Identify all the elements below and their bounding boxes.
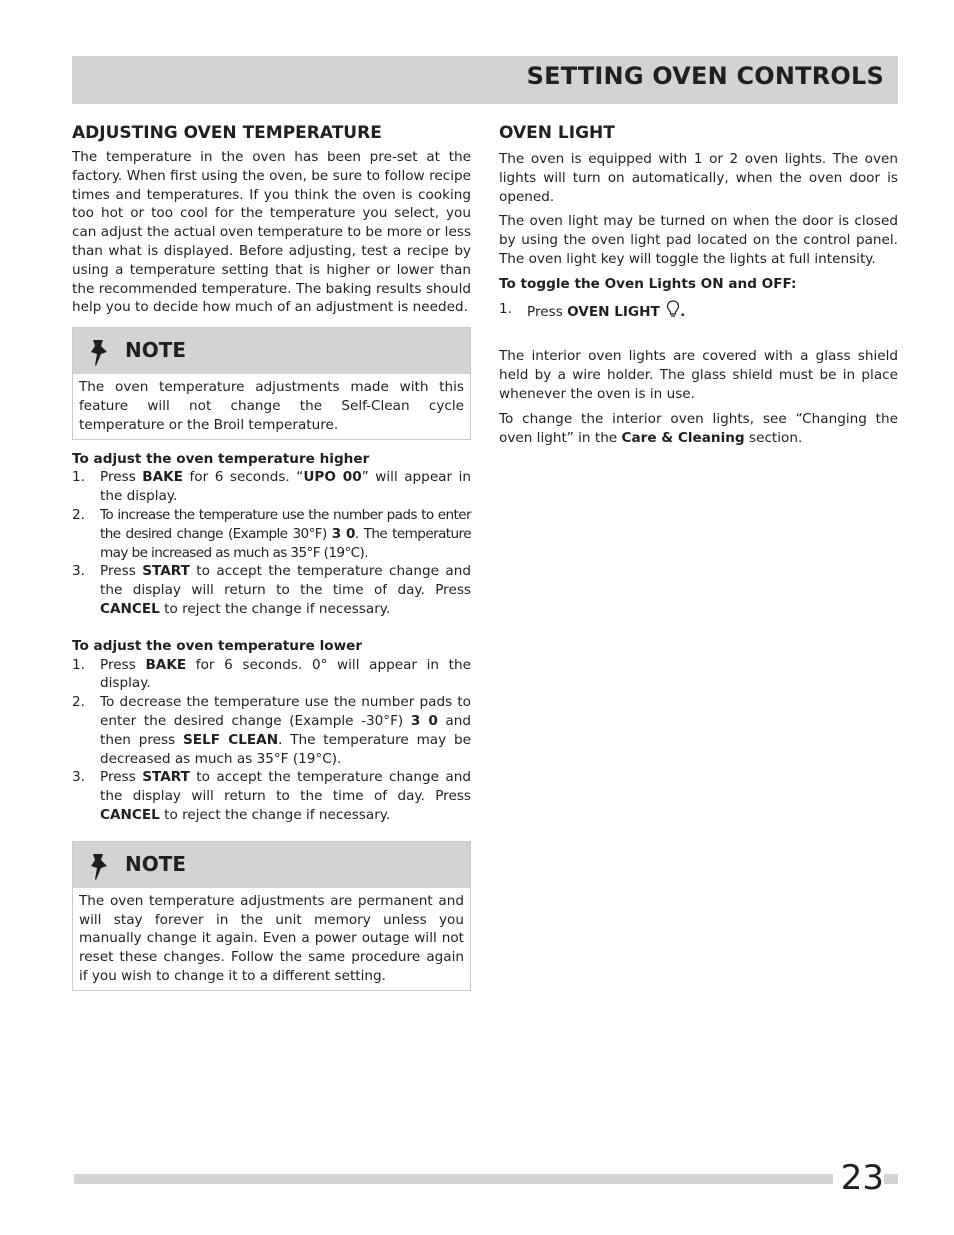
pushpin-icon [87,852,113,882]
note-title: NOTE [125,338,187,363]
section-heading-oven-light: OVEN LIGHT [499,123,615,143]
oven-light-p2: The oven light may be turned on when the door is closed by using the oven light pad located on the control panel. The oven light key will toggle the lights at full intensity. [499,213,898,267]
list-item: 3. Press START to accept the temperature change and the display will return to the time of day. Press CANCEL to reject the change if necessary. [72,769,471,823]
note-body: The oven temperature adjustments made with this feature will not change the Self-Clean cycle temperature or the Broil temperature. [79,379,464,433]
footer-bar [74,1174,898,1184]
oven-light-p4: To change the interior oven lights, see “Changing the oven light” in the Care & Cleaning section. [499,410,898,446]
list-item: 2. To decrease the temperature use the number pads to enter the desired change (Example -30°F) 3 0 and then press SELF CLEAN. The temperature may be decreased as much as 35°F (19°C). [72,694,471,767]
toggle-heading: To toggle the Oven Lights ON and OFF: [499,275,797,292]
list-item: 1. Press BAKE for 6 seconds. 0° will appear in the display. [72,656,471,692]
note-title: NOTE [125,851,187,876]
page-number: 23 [833,1158,884,1198]
right-column [499,122,898,447]
oven-light-p1: The oven is equipped with 1 or 2 oven lights. The oven lights will turn on automatically, when the oven door is opened. [499,151,898,205]
list-item: 1. Press BAKE for 6 seconds. “UPO 00” will appear in the display. [72,469,471,505]
header-bar [72,56,898,104]
lower-heading: To adjust the oven temperature lower [72,637,363,654]
list-item: 1. Press OVEN LIGHT . [499,300,686,320]
list-item: 3. Press START to accept the temperature change and the display will return to the time of day. Press CANCEL to reject the change if necessary. [72,563,471,617]
section-heading-temperature: ADJUSTING OVEN TEMPERATURE [72,123,382,143]
oven-light-p3: The interior oven lights are covered with a glass shield held by a wire holder. The glass shield must be in place whenever the oven is in use. [499,348,898,402]
light-bulb-icon [666,300,680,318]
pushpin-icon [87,338,113,368]
temperature-intro: The temperature in the oven has been pre-set at the factory. When first using the oven, be sure to follow recipe times and temperatures. If you think the oven is cooking too hot or too cool for the temperature you select, you can adjust the actual oven temperature to be more or less than what is displayed. Before adjusting, test a recipe by using a temperature setting that is higher or lower than the recommended temperature. The baking results should help you to decide how much of an adjustment is needed. [72,149,471,316]
list-item: 2. To increase the temperature use the number pads to enter the desired change (Example 30°F) 3 0. The temperature may be increased as much as 35°F (19°C). [72,506,471,561]
left-column [72,122,471,991]
lower-steps [72,656,471,825]
note-body: The oven temperature adjustments are permanent and will stay forever in the unit memory unless you manually change it again. Even a power outage will not reset these changes. Follow the same procedure again if you wish to change it to a different setting. [79,892,464,984]
note-box-2 [72,841,471,991]
higher-heading: To adjust the oven temperature higher [72,450,370,467]
toggle-steps [499,300,898,322]
note-header [73,328,470,374]
page-title: SETTING OVEN CONTROLS [526,62,884,90]
note-header [73,842,470,888]
note-box-1 [72,327,471,439]
higher-steps [72,468,471,618]
